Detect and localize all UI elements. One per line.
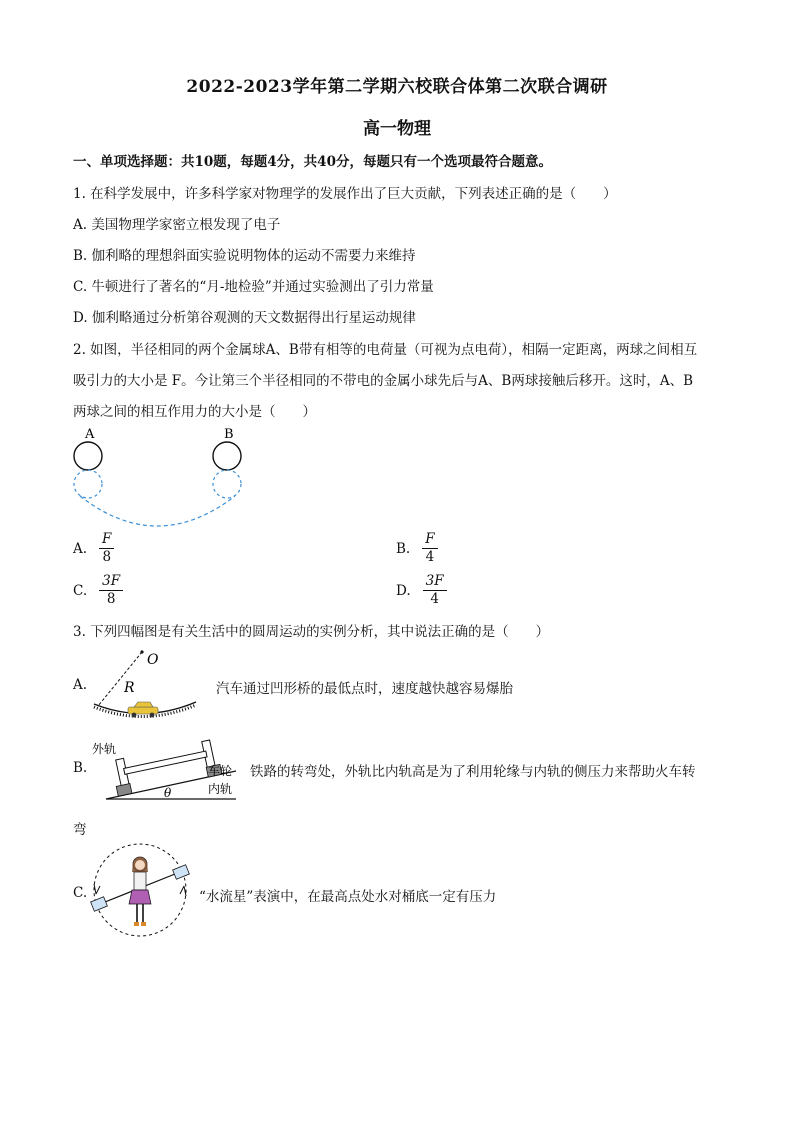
car-icon — [128, 702, 158, 717]
q3-option-b-text: 铁路的转弯处，外轨比内轨高是为了利用轮缘与内轨的侧压力来帮助火车转 — [250, 764, 696, 780]
q1-option-d: D. 伽利略通过分析第谷观测的天文数据得出行星运动规律 — [73, 310, 416, 326]
q3-option-a-figure — [90, 644, 202, 720]
q3-option-a-text: 汽车通过凹形桥的最低点时，速度越快越容易爆胎 — [216, 681, 513, 697]
q2-stem-line2: 吸引力的大小是 F。今让第三个半径相同的不带电的金属小球先后与A、B两球接触后移开。这时，A、B — [73, 373, 693, 389]
q3-option-b-text-wrap: 弯 — [73, 822, 87, 838]
q2-option-a-fraction: $\frac{F}{8}$ — [99, 531, 114, 566]
bucket-right-icon — [173, 865, 190, 880]
bucket-left-icon — [91, 897, 108, 912]
q3-option-c-label: C. — [73, 885, 88, 901]
q2-option-c: C. $\frac{3F}{8}$ — [73, 573, 123, 608]
page-subtitle: 高一物理 — [363, 119, 431, 139]
q2-option-c-fraction: $\frac{3F}{8}$ — [99, 573, 123, 608]
q3-option-b-figure — [90, 735, 240, 803]
q3-option-c-figure — [88, 842, 192, 942]
arrow-left-icon — [94, 884, 100, 894]
q3-option-c-text: “水流星”表演中，在最高点处水对桶底一定有压力 — [199, 889, 497, 905]
q1-option-c: C. 牛顿进行了著名的“月-地检验”并通过实验测出了引力常量 — [73, 279, 434, 295]
radius-line — [98, 652, 142, 706]
section-heading: 一、单项选择题：共10题，每题4分，共40分，每题只有一个选项最符合题意。 — [73, 154, 552, 170]
center-label: O — [147, 652, 159, 668]
path-third-sphere — [80, 496, 235, 526]
wheel-label: 车轮 — [208, 764, 233, 778]
center-point — [140, 650, 143, 653]
sphere-a-moved — [74, 470, 102, 498]
page-title: 2022-2023学年第二学期六校联合体第二次联合调研 — [186, 77, 608, 97]
q2-label-b: B — [224, 427, 234, 442]
q2-label-a: A — [85, 427, 95, 442]
sphere-b — [213, 442, 241, 470]
q2-option-a: A. $\frac{F}{8}$ — [73, 531, 114, 566]
q1-option-a: A. 美国物理学家密立根发现了电子 — [73, 217, 281, 233]
q1-stem: 1. 在科学发展中，许多科学家对物理学的发展作出了巨大贡献，下列表述正确的是（ ） — [73, 186, 617, 202]
q2-option-b: B. $\frac{F}{4}$ — [396, 531, 438, 566]
arrow-right-icon — [180, 886, 186, 896]
girl-icon — [129, 857, 151, 926]
sphere-b-moved — [213, 470, 241, 498]
q3-option-a-label: A. — [73, 677, 88, 693]
q1-option-b: B. 伽利略的理想斜面实验说明物体的运动不需要力来维持 — [73, 248, 416, 264]
q2-option-d: D. $\frac{3F}{4}$ — [396, 573, 447, 608]
q2-figure — [66, 424, 256, 530]
q3-stem: 3. 下列四幅图是有关生活中的圆周运动的实例分析，其中说法正确的是（ ） — [73, 624, 550, 640]
q2-stem-line3: 两球之间的相互作用力的大小是（ ） — [73, 404, 316, 420]
radius-label: R — [124, 680, 135, 696]
outer-rail-label: 外轨 — [92, 742, 117, 756]
q3-option-b-label: B. — [73, 760, 88, 776]
q2-option-d-fraction: $\frac{3F}{4}$ — [423, 573, 447, 608]
sphere-a — [74, 442, 102, 470]
q2-stem-line1: 2. 如图，半径相同的两个金属球A、B带有相等的电荷量（可视为点电荷），相隔一定距离，两球之间相互 — [73, 342, 698, 358]
inner-rail-label: 内轨 — [208, 782, 233, 796]
q2-option-b-fraction: $\frac{F}{4}$ — [422, 531, 437, 566]
angle-label: θ — [164, 786, 172, 800]
